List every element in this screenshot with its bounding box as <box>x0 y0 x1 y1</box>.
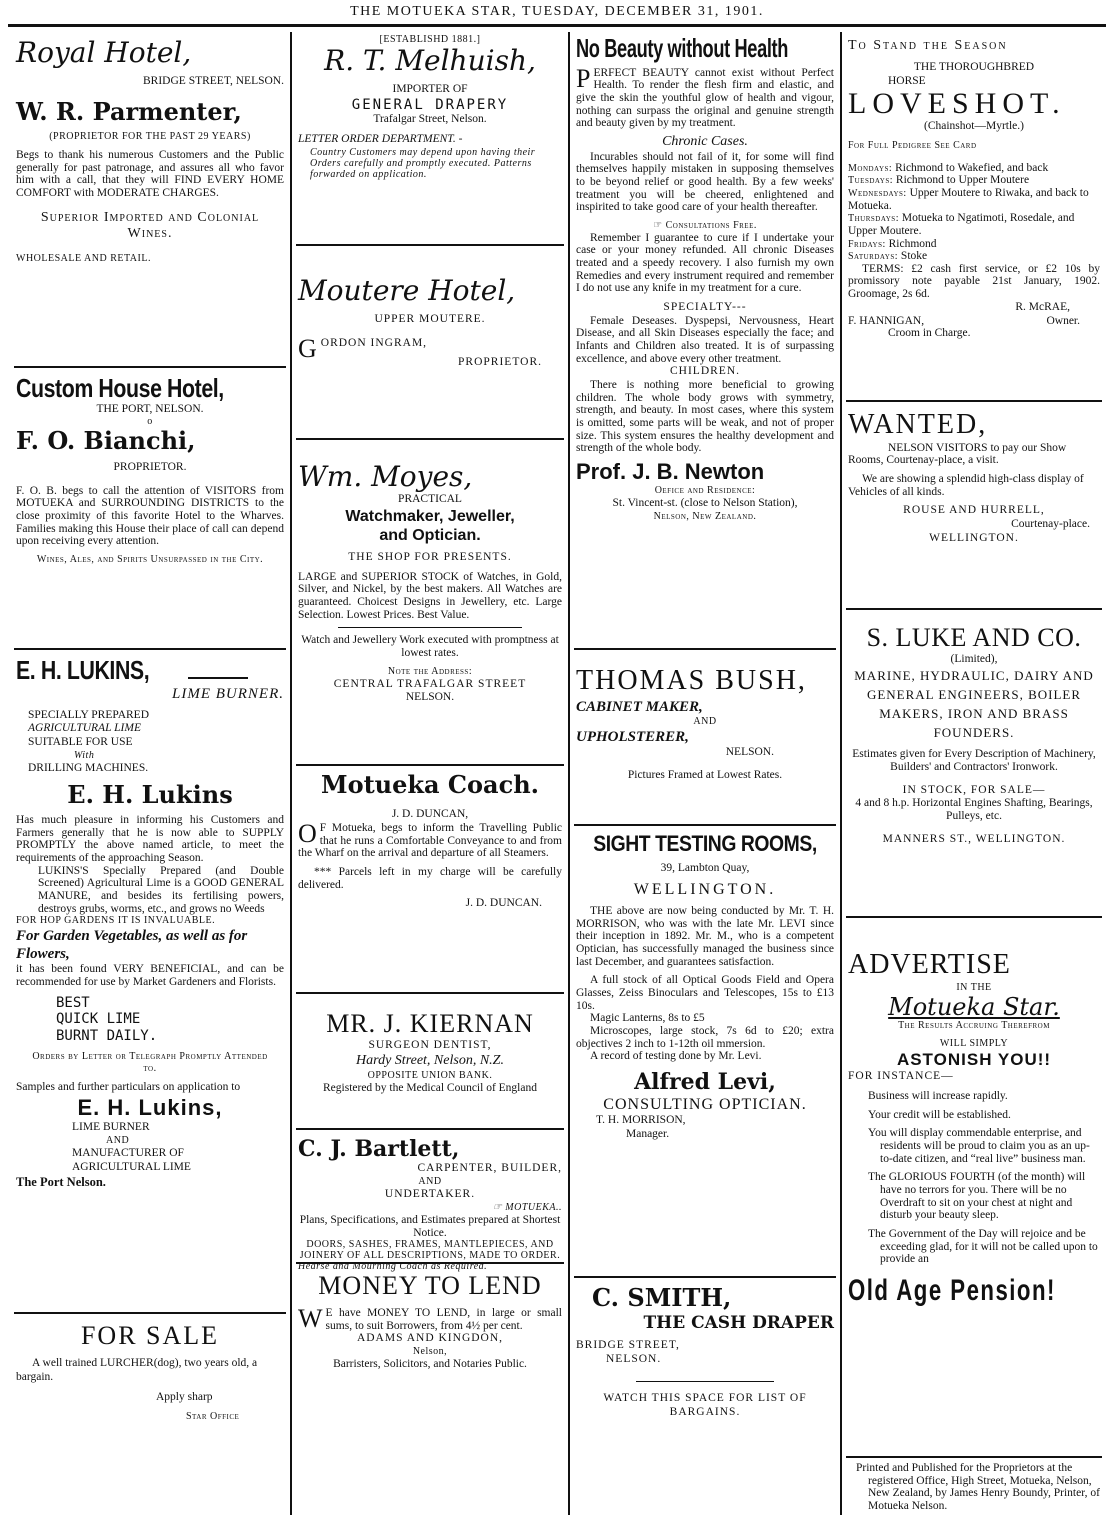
kiernan-address: Hardy Street, Nelson, N.Z. <box>356 1052 504 1068</box>
ad-moutere-hotel <box>296 246 564 440</box>
bartlett-hearse: Hearse and Mourning Coach as Required. <box>298 1261 488 1273</box>
column-3 <box>570 32 840 1517</box>
beauty-consult: ☞ Consultations Free. <box>653 219 757 231</box>
wanted-firm: ROUSE AND HURRELL, <box>903 504 1045 517</box>
loveshot-day: Saturdays: <box>848 251 899 263</box>
ad-royal-hotel <box>14 32 286 368</box>
column-1 <box>10 32 290 1517</box>
loveshot-day: Mondays: <box>848 162 893 174</box>
bush-place: NELSON. <box>725 745 774 758</box>
melhuish-title: R. T. Melhuish, <box>324 44 536 77</box>
kiernan-role: SURGEON DENTIST, <box>368 1039 492 1052</box>
luke-estimates: Estimates given for Every Description of Machinery, <box>852 748 1096 761</box>
lukins-title: E. H. LUKINS, <box>16 655 150 685</box>
loveshot-route: Motueka to Ngatimoti, Rosedale, and Upper Moutere. <box>848 212 1075 237</box>
kiernan-opposite: OPPOSITE UNION BANK. <box>367 1069 493 1081</box>
lukins-spec-5: DRILLING MACHINES. <box>28 761 149 774</box>
wanted-city: WELLINGTON. <box>929 531 1019 544</box>
sight-body: THE above are now being conducted by Mr. T. H. MORRISON, who was with the late Mr. LEVI since their inception in 1892. Mr. M., who is a competent Optician, has successfully managed the business since last December, and guarantees satisfaction. <box>576 905 834 968</box>
royal-hotel-proprietor: (PROPRIETOR FOR THE PAST 29 YEARS) <box>49 130 251 142</box>
luke-ironwork: Builders' and Contractors' Ironwork. <box>890 761 1058 773</box>
kiernan-title: MR. J. KIERNAN <box>326 1009 534 1038</box>
custom-house-title: Custom House Hotel, <box>16 373 224 403</box>
for-sale-apply: Apply sharp <box>156 1390 213 1403</box>
kiernan-registered: Registered by the Medical Council of England <box>323 1081 537 1094</box>
lukins-body-1: Has much pleasure in informing his Customers and Farmers generally that he is now able to SUPPLY PROMPTLY the above named article, to meet the requirements of the approaching Season. <box>16 814 284 865</box>
moyes-note: Note the Address: <box>387 665 473 677</box>
wanted-address: Courtenay-place. <box>1011 517 1090 530</box>
money-place: Nelson, <box>412 1346 448 1358</box>
for-sale-title: FOR SALE <box>80 1321 220 1350</box>
lukins-spec-3: SUITABLE FOR USE <box>28 736 133 749</box>
ad-moyes <box>296 440 564 766</box>
royal-hotel-wines: Superior Imported and Colonial Wines. <box>40 209 260 242</box>
melhuish-body: Country Customers may depend upon having their Orders carefully and promptly executed. Patterns forwarded on application. <box>310 146 536 180</box>
ad-for-sale <box>14 1314 286 1431</box>
luke-address: MANNERS ST., WELLINGTON. <box>882 832 1066 845</box>
bartlett-motueka: ☞ MOTUEKA.. <box>492 1201 562 1213</box>
sight-lanterns: Magic Lanterns, 8s to £5 <box>590 1012 705 1025</box>
imprint <box>846 1458 1102 1521</box>
moutere-owner: GORDON INGRAM, <box>298 333 428 363</box>
royal-hotel-address: BRIDGE STREET, NELSON. <box>143 74 284 87</box>
royal-hotel-title: Royal Hotel, <box>16 36 192 69</box>
loveshot-season: To Stand the Season <box>848 38 1008 53</box>
ad-melhuish <box>296 32 564 246</box>
lukins-body-3: it has been found VERY BENEFICIAL, and can be recommended for use by Market Gardeners and Florists. <box>16 963 284 988</box>
luke-engines: 4 and 8 h.p. Horizontal Engines Shafting, Bearings, Pulleys, etc. <box>855 797 1093 823</box>
sight-microscopes: Microscopes, large stock, 7s 6d to £20; extra objectives 2 inch to 1-12th oil mmersion. <box>576 1024 834 1050</box>
beauty-specialty: SPECIALTY--- <box>663 301 747 313</box>
custom-house-wines: Wines, Ales, and Spirits Unsurpassed in the City. <box>36 553 264 565</box>
loveshot-schedule-tue <box>848 174 1100 187</box>
smith-divider <box>636 1381 774 1382</box>
moyes-addr-2: NELSON. <box>405 691 455 704</box>
melhuish-established: [ESTABLISHD 1881.] <box>379 34 481 45</box>
sight-stock: A full stock of all Optical Goods Field and Opera Glasses, Zeiss Binoculars and Telescopes, 15s to £13 10s. <box>576 974 834 1012</box>
lukins-t3: MANUFACTURER OF <box>72 1146 184 1159</box>
royal-hotel-body: Begs to thank his numerous Customers and the Public generally for past patronage, and assures all who favor him with a call, that they will FIND EVERY HOME COMFORT with MODERATE CHARGES. <box>16 148 284 199</box>
bartlett-trade: CARPENTER, BUILDER, <box>417 1162 562 1175</box>
money-firm: ADAMS AND KINGDON, <box>356 1332 504 1345</box>
ad-kiernan <box>296 994 564 1130</box>
advertise-item: You will display commendable enterprise, and residents will be proud to claim you as an up-to-date citizen, and “real live” business man. <box>868 1127 1090 1165</box>
luke-stock: IN STOCK, FOR SALE— <box>902 783 1046 796</box>
melhuish-drapery: GENERAL DRAPERY <box>351 96 509 113</box>
lukins-spec-4: With <box>74 749 95 761</box>
lukins-t2: AND <box>106 1134 130 1146</box>
newton-address: St. Vincent-st. (close to Nelson Station), <box>612 497 798 510</box>
ad-wanted <box>846 402 1102 610</box>
loveshot-owner: Owner. <box>1046 314 1080 327</box>
moyes-body: LARGE and SUPERIOR STOCK of Watches, in Gold, Silver, and Nickel, by the best makers. All Watches are guaranteed. Choicest Designs in Jewellery, etc. Large Selection. Lowest Prices. Best Value. <box>298 570 562 621</box>
bartlett-doors: DOORS, SASHES, FRAMES, MANTLEPIECES, AND JOINERY OF ALL DESCRIPTIONS, MADE TO ORDER. <box>299 1239 561 1262</box>
ad-loveshot <box>846 32 1102 402</box>
lukins-port: The Port Nelson. <box>16 1174 106 1189</box>
lukins-t1: LIME BURNER <box>72 1121 150 1134</box>
bartlett-and: AND <box>418 1176 442 1188</box>
lukins-samples: Samples and further particulars on application to <box>16 1080 241 1093</box>
moyes-shop: THE SHOP FOR PRESENTS. <box>348 550 512 563</box>
loveshot-day: Fridays: <box>848 238 886 250</box>
loveshot-route: Stoke <box>900 250 928 263</box>
ad-sight-testing <box>574 826 836 1278</box>
custom-house-body: F. O. B. begs to call the attention of VISITORS from MOTUEKA and SURROUNDING DISTRICTS to the close proximity of this favorite Hotel to the Wharves. Families making this House their place of call can depend upon receiving every attention. <box>16 484 284 548</box>
moyes-trade-1: Watchmaker, Jeweller, <box>345 507 515 525</box>
levi-manager: T. H. MORRISON, <box>596 1114 686 1127</box>
moutere-role: PROPRIETOR. <box>458 356 542 369</box>
advertise-astonish: ASTONISH YOU!! <box>896 1049 1052 1069</box>
money-title: MONEY TO LEND <box>318 1271 542 1300</box>
melhuish-dept: LETTER ORDER DEPARTMENT. - <box>298 133 463 146</box>
moyes-practical: PRACTICAL <box>398 492 462 505</box>
lukins-spec-1: SPECIALLY PREPARED <box>28 708 150 721</box>
column-2 <box>292 32 568 1517</box>
loveshot-horse: HORSE <box>888 74 926 87</box>
ad-advertise <box>846 918 1102 1458</box>
bartlett-undertaker: UNDERTAKER. <box>384 1188 476 1201</box>
lukins-best-3: BURNT DAILY. <box>56 1028 158 1045</box>
sight-record: A record of testing done by Mr. Levi. <box>590 1050 762 1063</box>
loveshot-route: Upper Moutere to Riwaka, and back to Motueka. <box>848 186 1089 212</box>
advertise-item: Business will increase rapidly. <box>868 1090 1008 1103</box>
bush-trade-1: CABINET MAKER, <box>576 698 703 715</box>
coach-parcels: *** Parcels left in my charge will be carefully delivered. <box>298 866 562 891</box>
moyes-addr-1: CENTRAL TRAFALGAR STREET <box>333 677 527 690</box>
advertise-instance: FOR INSTANCE— <box>848 1070 954 1083</box>
newton-city: Nelson, New Zealand. <box>653 511 757 523</box>
moyes-repair: Watch and Jewellery Work executed with promptness at lowest rates. <box>301 634 559 659</box>
wanted-line-1: NELSON VISITORS to pay our Show Rooms, Courtenay-place, a visit. <box>848 441 1067 467</box>
sight-city: WELLINGTON. <box>633 880 777 898</box>
loveshot-route: Richmond to Wakefied, and back <box>895 161 1049 174</box>
loveshot-schedule-mon <box>848 162 1100 175</box>
imprint-text: Printed and Published for the Proprietors at the registered Office, High Street, Motueka, Nelson, New Zealand, by James Henry Boundy, Printer, of Motueka Nelson. <box>856 1462 1100 1512</box>
loveshot-day: Thursdays: <box>848 213 899 225</box>
bartlett-plans: Plans, Specifications, and Estimates prepared at Shortest Notice. <box>299 1213 561 1239</box>
newton-name: Prof. J. B. Newton <box>576 459 765 484</box>
bartlett-title: C. J. Bartlett, <box>298 1136 460 1162</box>
levi-name: Alfred Levi, <box>634 1068 776 1095</box>
lukins-best-2: QUICK LIME <box>56 1011 141 1028</box>
lukins-garden: For Garden Vegetables, as well as for Flowers, <box>16 928 248 963</box>
bush-title: THOMAS BUSH, <box>576 665 807 696</box>
loveshot-mcrae: R. McRAE, <box>1015 300 1070 313</box>
ad-thomas-bush <box>574 650 836 826</box>
custom-house-address: THE PORT, NELSON. <box>96 402 204 415</box>
smith-watch: WATCH THIS SPACE FOR LIST OF BARGAINS. <box>603 1391 807 1418</box>
lukins-signature: E. H. Lukins <box>67 779 233 809</box>
coach-signature: J. D. DUNCAN. <box>465 897 542 910</box>
loveshot-groom: Croom in Charge. <box>888 327 971 340</box>
loveshot-terms: TERMS: £2 cash first service, or £2 10s by promissory note payable 21st January, 1902. Groomage, 2s 6d. <box>848 262 1100 301</box>
ad-motueka-coach <box>296 766 564 994</box>
money-role: Barristers, Solicitors, and Notaries Public. <box>333 1358 527 1371</box>
beauty-children: CHILDREN. <box>669 365 740 378</box>
loveshot-schedule-fri <box>848 238 1100 251</box>
loveshot-day: Wednesdays: <box>848 187 907 199</box>
custom-house-ornament: o <box>147 416 153 428</box>
loveshot-thoroughbred: THE THOROUGHBRED <box>913 60 1035 73</box>
for-sale-body: A well trained LURCHER(dog), two years old, a bargain. <box>16 1357 258 1383</box>
advertise-paper: Motueka Star. <box>888 992 1060 1021</box>
melhuish-address: Trafalgar Street, Nelson. <box>373 113 487 126</box>
moutere-title: Moutere Hotel, <box>298 274 516 307</box>
loveshot-route: Richmond to Upper Moutere <box>895 174 1030 187</box>
moyes-title: Wm. Moyes, <box>298 460 473 493</box>
advertise-item: The Government of the Day will rejoice and be exceeding glad, for it will not be called upon to provide an <box>868 1227 1098 1266</box>
advertise-pension: Old Age Pension! <box>848 1273 1056 1307</box>
levi-manager-role: Manager. <box>626 1128 670 1141</box>
ad-newton <box>574 32 836 650</box>
lukins-orders: Orders by Letter or Telegraph Promptly Attended to. <box>32 1050 268 1074</box>
royal-hotel-wholesale: WHOLESALE AND RETAIL. <box>16 253 151 265</box>
lukins-best-1: BEST <box>56 994 90 1011</box>
loveshot-breed: (Chainshot—Myrtle.) <box>924 119 1024 132</box>
advertise-in: IN THE <box>956 981 992 993</box>
advertise-simply: WILL SIMPLY <box>939 1037 1009 1049</box>
smith-place: NELSON. <box>606 1352 662 1365</box>
lukins-hop: FOR HOP GARDENS IT IS INVALUABLE. <box>16 915 216 927</box>
beauty-title: No Beauty without Health <box>576 33 789 63</box>
ad-custom-house-hotel <box>14 368 286 650</box>
beauty-body-5: There is nothing more beneficial to growing children. The whole body grows with symmetry, strength, and beauty. In most cases, where this system is omitted, some parts will be weak, and not of proper size. This system ensures the healthy development and strength of the whole body. <box>576 379 834 455</box>
ad-bartlett <box>296 1130 564 1273</box>
bush-and: AND <box>693 715 717 727</box>
sight-address: 39, Lambton Quay, <box>660 862 750 875</box>
royal-hotel-owner: W. R. Parmenter, <box>16 96 242 126</box>
for-sale-office: Star Office <box>186 1410 240 1422</box>
lukins-name-2: E. H. Lukins, <box>77 1094 223 1120</box>
luke-trades: MARINE, HYDRAULIC, DAIRY AND GENERAL ENGINEERS, BOILER MAKERS, IRON AND BRASS FOUNDERS. <box>854 667 1094 740</box>
beauty-body-4: Female Deseases. Dyspepsi, Nervousness, Heart Disease, and all Skin Diseases especially the face; and Infants and Children also treated. It is of surpassing excellence, and above every other treatment. <box>576 314 834 365</box>
lukins-flourish <box>188 667 248 679</box>
masthead-rule <box>8 24 1106 27</box>
custom-house-role: PROPRIETOR. <box>113 460 187 473</box>
loveshot-schedule-thu <box>848 212 1100 237</box>
lukins-spec-2: AGRICULTURAL LIME <box>28 722 141 735</box>
moyes-trade-2: and Optician. <box>379 526 481 544</box>
smith-sub: THE CASH DRAPER <box>643 1312 834 1333</box>
lukins-body-2: LUKINS'S Specially Prepared (and Double Screened) Agricultural Lime is a GOOD GENERAL MANURE, and besides its fertilising powers, destroys grubs, worms, etc., and grows no Weeds <box>38 864 284 915</box>
advertise-item: Your credit will be established. <box>868 1108 1011 1121</box>
loveshot-route: Richmond <box>888 237 937 250</box>
advertise-title: ADVERTISE <box>848 949 1011 980</box>
loveshot-pedigree: For Full Pedigree See Card <box>848 139 977 151</box>
loveshot-schedule-sat <box>848 250 1100 263</box>
masthead: THE MOTUEKA STAR, TUESDAY, DECEMBER 31, 1901. <box>350 4 764 19</box>
wanted-line-2: We are showing a splendid high-class display of Vehicles of all kinds. <box>848 472 1084 498</box>
ad-money-to-lend <box>296 1264 564 1379</box>
coach-body: OF Motueka, begs to inform the Travelling Public that he runs a Comfortable Conveyance to and from the Wharf on the arrival and departure of all Steamers. <box>298 819 562 860</box>
melhuish-importer: IMPORTER OF <box>392 82 468 95</box>
beauty-body-3: Remember I guarantee to cure if I undertake your case or your money refunded. All chronic Diseases treated and a speedy recovery. I also furnish my own Remedies and every instrument required and remember I do not use any knife in my treatment for a cure. <box>576 231 834 295</box>
advertise-results: The Results Accruing Therefrom <box>898 1019 1050 1031</box>
ad-lukins <box>14 650 286 1314</box>
beauty-body: PERFECT BEAUTY cannot exist without Perfect Health. To render the flesh firm and elastic, and give the skin the youthful glow of health and vigour, nothing can surpass the original and genuine strength and beauty given by my treatment. <box>576 63 834 130</box>
levi-role: CONSULTING OPTICIAN. <box>603 1096 807 1114</box>
loveshot-day: Tuesdays: <box>848 175 894 187</box>
custom-house-owner: F. O. Bianchi, <box>16 426 196 456</box>
coach-title: Motueka Coach. <box>321 770 539 799</box>
loveshot-schedule-wed <box>848 187 1100 212</box>
ad-c-smith <box>574 1278 836 1427</box>
sight-title: SIGHT TESTING ROOMS, <box>593 831 817 856</box>
ad-s-luke <box>846 610 1102 918</box>
wanted-title: WANTED, <box>848 409 988 440</box>
smith-title: C. SMITH, <box>592 1283 732 1312</box>
moyes-divider <box>338 627 522 628</box>
advertise-item: The GLORIOUS FOURTH (of the month) will have no terrors for you. There will be no Overdraft to sit on your chest at night and disturb your beauty sleep. <box>868 1171 1086 1222</box>
smith-address: BRIDGE STREET, <box>576 1339 680 1352</box>
newton-office: Oefice and Residence: <box>654 485 756 497</box>
luke-title: S. LUKE AND CO. <box>866 623 1082 652</box>
coach-owner: J. D. DUNCAN, <box>391 808 469 821</box>
beauty-body-2: Incurables should not fail of it, for some will find themselves happily mistaken in supposing themselves to be beyond relief or good health. By a few weeks' treatment you will be cheered, enlightened and inspirited to take good care of your health thereafter. <box>576 150 834 214</box>
beauty-chronic: Chronic Cases. <box>662 133 748 149</box>
bush-trade-2: UPHOLSTERER, <box>576 728 689 745</box>
luke-limited: (Limited), <box>950 653 998 666</box>
bush-frames: Pictures Framed at Lowest Rates. <box>627 769 783 782</box>
column-4 <box>842 32 1106 1517</box>
loveshot-hannigan: F. HANNIGAN, <box>848 314 925 327</box>
money-body: WE have MONEY TO LEND, in large or small sums, to suit Borrowers, from 4½ per cent. <box>298 1304 562 1334</box>
loveshot-title: LOVESHOT. <box>848 87 1066 121</box>
moutere-place: UPPER MOUTERE. <box>374 312 486 325</box>
lukins-t4: AGRICULTURAL LIME <box>72 1160 191 1173</box>
lukins-trade: LIME BURNER. <box>172 685 284 702</box>
